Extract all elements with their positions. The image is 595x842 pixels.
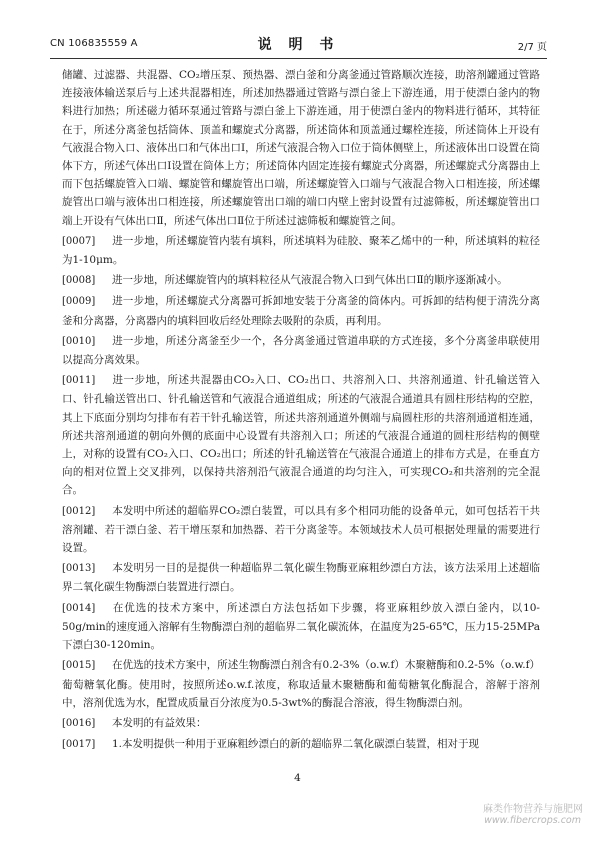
paragraph-number: [0016]: [62, 717, 96, 729]
paragraph-number: [0007]: [62, 235, 96, 247]
paragraph-number: [0012]: [62, 505, 96, 517]
paragraph-0016: [62, 714, 540, 733]
paragraph-text: 在优选的技术方案中，所述生物酶漂白剂含有0.2-3%（o.w.f）木聚糖酶和0.2-5%（o.w.f）葡萄糖氧化酶。使用时，按照所述o.w.f.浓度，称取适量木聚糖酶和葡萄糖氧化酶混合，溶解于溶剂中，溶剂优选为水，配置成质量百分浓度为0.5-3wt%的酶混合溶液，得生物酶漂白剂。: [62, 659, 540, 709]
paragraph-0015: [62, 656, 540, 712]
paragraph-text: 1.本发明提供一种用于亚麻粗纱漂白的新的超临界二氧化碳漂白装置，相对于现: [112, 738, 480, 751]
paragraph-text: 本发明中所述的超临界CO₂漂白装置，可以具有多个相同功能的设备单元，如可包括若干共溶剂罐、若干漂白釜、若干增压泵和加热器、若干分离釜等。本领域技术人员可根据处理量的需要进行设置。: [62, 504, 540, 555]
paragraph-text: 进一步地，所述共混器由CO₂入口、CO₂出口、共溶剂入口、共溶剂通道、针孔输送管入口、针孔输送管出口、针孔输送管和气液混合通道组成；所述的气液混合通道具有圆柱形结构的空腔，其上下底面分别均匀排布有若干针孔输送管，所述共溶剂通道外侧端与扁圆柱形的共溶剂通道相连通，所述共溶剂通道的朝向外侧的底面中心设置有共溶剂入口；所述的气液混合通道的圆柱形结构的侧壁上，对称的设置有CO₂入口、CO₂出口；所述的针孔输送管在气液混合通道上的排布方式是，在垂直方向的相对位置上交叉排列，以保持共溶剂沿气液混合通道的均匀注入，可实现CO₂和共溶剂的完全混合。: [62, 374, 540, 497]
paragraph-0008: [62, 271, 540, 290]
document-title: 说 明 书: [257, 37, 340, 53]
paragraph-0009: [62, 292, 540, 329]
paragraph-number: [0014]: [62, 602, 96, 614]
paragraph-0013: [62, 559, 540, 596]
page-indicator: 2/7 页: [517, 42, 547, 53]
paragraph-number: [0011]: [62, 375, 96, 387]
paragraph-continuation: [62, 66, 540, 230]
watermark-site-name: 麻类作物营养与施肥网: [483, 804, 583, 815]
paragraph-text: 进一步地，所述螺旋管内装有填料，所述填料为硅胶、聚苯乙烯中的一种，所述填料的粒径为1-10μm。: [62, 234, 540, 267]
patent-number: CN 106835559 A: [50, 38, 138, 49]
page-number: 4: [294, 772, 301, 784]
paragraph-text: 储罐、过滤器、共混器、CO₂增压泵、预热器、漂白釜和分离釜通过管路顺次连接，助溶剂罐通过管路连接液体输送泵后与上述共混器相连，所述加热器通过管路与漂白釜上下游连通，用于使漂白釜内的物料进行加热；所述磁力循环泵通过管路与漂白釜上下游连通，用于使漂白釜内的物料进行循环，其特征在于，所述分离釜包括筒体、顶盖和螺旋式分离器，所述筒体和顶盖通过螺栓连接，所述筒体上开设有气液混合物入口、液体出口和气体出口Ⅰ，所述气液混合物入口位于筒体侧壁上，所述液体出口设置在筒体下方，所述气体出口Ⅰ设置在筒体上方；所述筒体内固定连接有螺旋式分离器，所述螺旋式分离器由上而下包括螺旋管入口端、螺旋管和螺旋管出口端，所述螺旋管入口端与气液混合物入口相连接，所述螺旋管出口端与液体出口相连接，所述螺旋管出口端的端口内壁上密封设置有过滤筛板，所述螺旋管出口端上开设有气体出口Ⅱ，所述气体出口Ⅱ位于所述过滤筛板和螺旋管之间。: [62, 69, 540, 227]
paragraph-number: [0013]: [62, 563, 96, 575]
watermark-url: www.fibercrops.com: [484, 815, 581, 826]
paragraph-number: [0010]: [62, 335, 96, 347]
page-header: [50, 34, 547, 56]
paragraph-text: 进一步地，所述分离釜至少一个，各分离釜通过管道串联的方式连接，多个分离釜串联使用以提高分离效果。: [62, 334, 540, 367]
paragraph-number: [0008]: [62, 275, 96, 287]
paragraph-0014: [62, 599, 540, 655]
paragraph-0010: [62, 332, 540, 369]
paragraph-text: 本发明的有益效果：: [112, 716, 207, 729]
document-body: [62, 66, 540, 756]
paragraph-number: [0015]: [62, 660, 96, 672]
paragraph-0011: [62, 371, 540, 499]
paragraph-number: [0017]: [62, 739, 96, 751]
paragraph-0012: [62, 502, 540, 558]
paragraph-number: [0009]: [62, 296, 96, 308]
paragraph-text: 本发明另一目的是提供一种超临界二氧化碳生物酶亚麻粗纱漂白方法，该方法采用上述超临界二氧化碳生物酶漂白装置进行漂白。: [62, 562, 540, 594]
paragraph-text: 在优选的技术方案中，所述漂白方法包括如下步骤，将亚麻粗纱放入漂白釜内，以10-50g/min的速度通入溶解有生物酶漂白剂的超临界二氧化碳流体，在温度为25-65℃，压力15-25MPa下漂白30-120min。: [62, 601, 540, 652]
paragraph-text: 进一步地，所述螺旋式分离器可拆卸地安装于分离釜的筒体内。可拆卸的结构便于清洗分离釜和分离器，分离器内的填料回收后经处理除去吸附的杂质，再利用。: [62, 295, 540, 327]
paragraph-0017: [62, 735, 540, 754]
paragraph-text: 进一步地，所述螺旋管内的填料粒径从气液混合物入口到气体出口Ⅱ的顺序逐渐减小。: [112, 274, 508, 287]
header-divider: [50, 58, 547, 59]
paragraph-0007: [62, 232, 540, 269]
